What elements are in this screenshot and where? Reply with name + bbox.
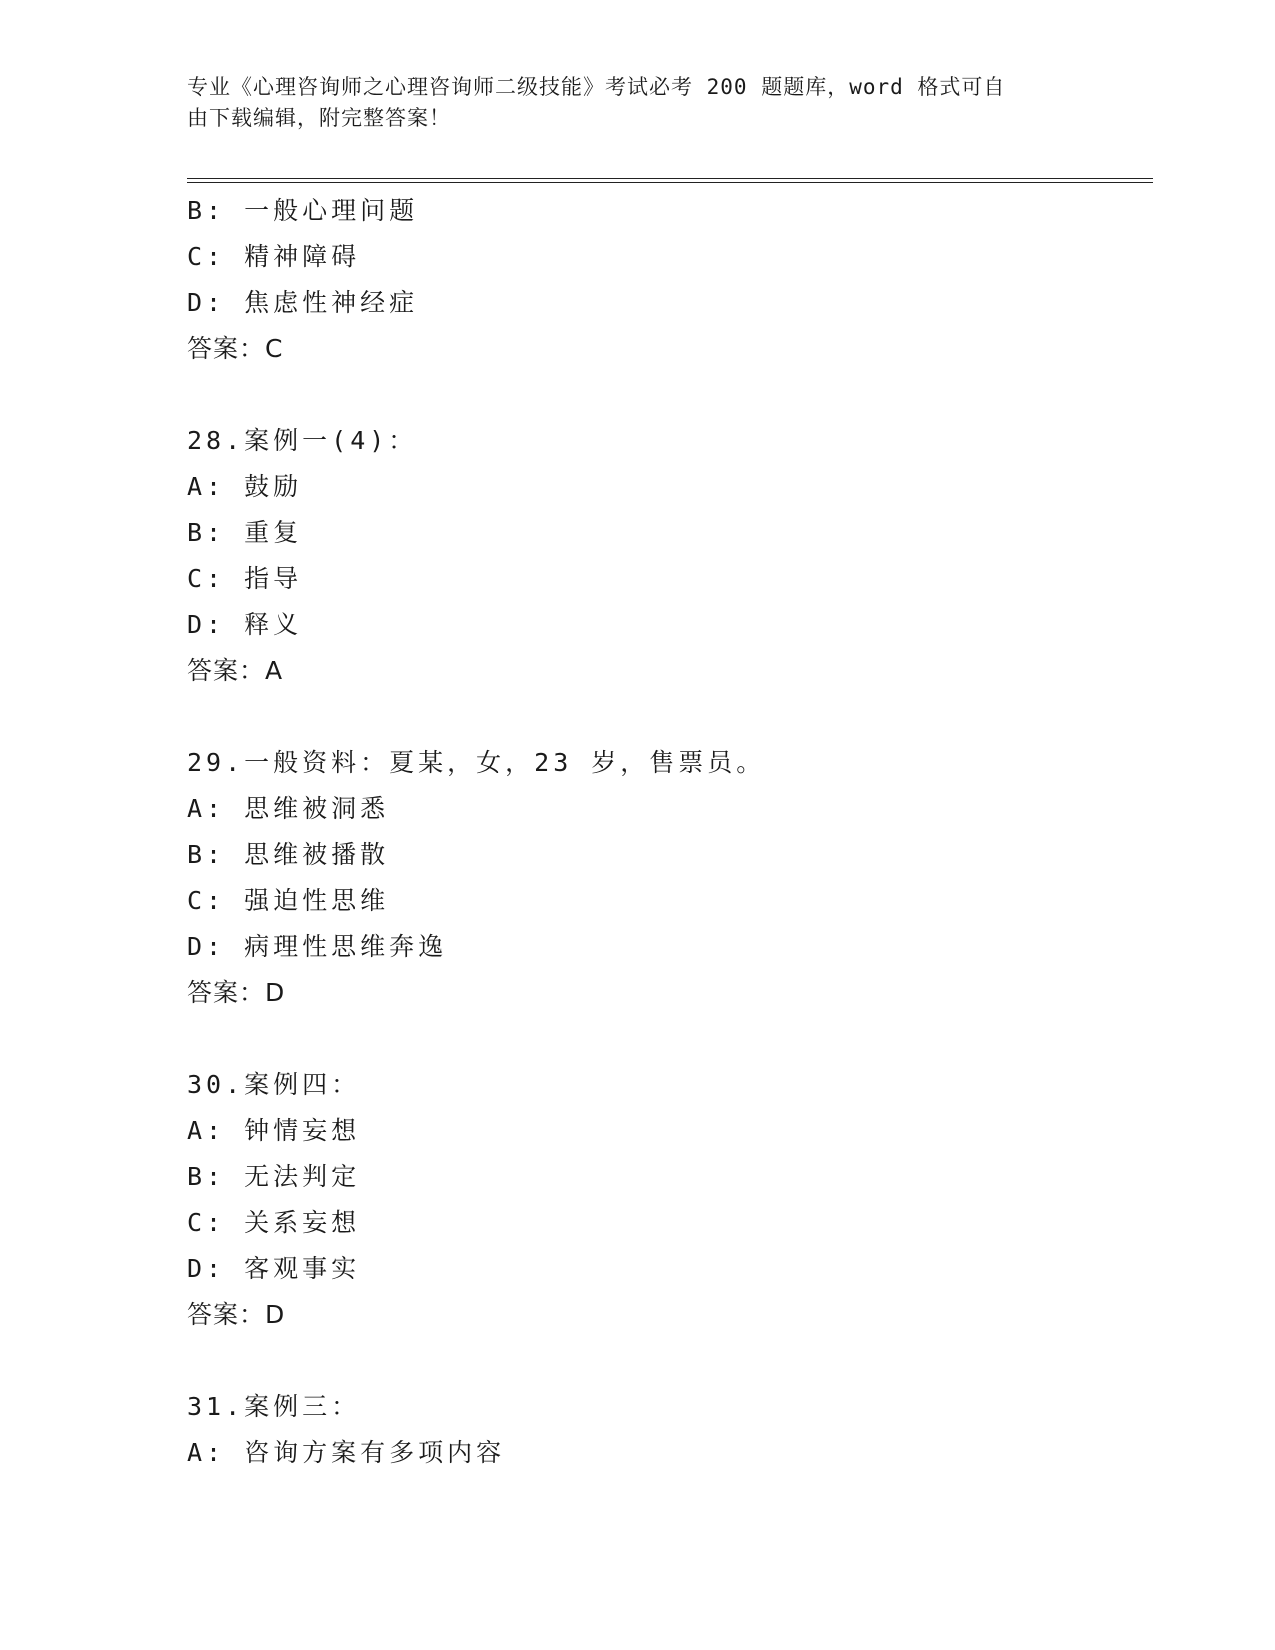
option-d: D: 客观事实 (187, 1254, 361, 1283)
option-a: A: 咨询方案有多项内容 (187, 1438, 506, 1467)
option-a: A: 鼓励 (187, 472, 303, 501)
header-line-2: 由下载编辑，附完整答案！ (187, 106, 451, 130)
answer-line: 答案：A (187, 656, 284, 685)
question-30 (187, 1062, 1153, 1338)
question-29 (187, 740, 1153, 1016)
spacer (187, 372, 1153, 418)
document-header (187, 72, 1067, 134)
carryover-question (187, 188, 1153, 372)
header-line-1: 专业《心理咨询师之心理咨询师二级技能》考试必考 200 题题库，word 格式可自 (187, 75, 1006, 99)
question-stem: 31.案例三： (187, 1392, 361, 1421)
option-a: A: 思维被洞悉 (187, 794, 390, 823)
spacer (187, 1016, 1153, 1062)
option-b: B: 无法判定 (187, 1162, 361, 1191)
option-a: A: 钟情妄想 (187, 1116, 361, 1145)
option-d: D: 病理性思维奔逸 (187, 932, 448, 961)
answer-line: 答案：D (187, 978, 286, 1007)
option-b: B: 一般心理问题 (187, 196, 419, 225)
question-28 (187, 418, 1153, 694)
question-stem: 29.一般资料：夏某，女，23 岁，售票员。 (187, 748, 766, 777)
option-b: B: 重复 (187, 518, 303, 547)
question-31 (187, 1384, 1153, 1476)
option-c: C: 关系妄想 (187, 1208, 361, 1237)
answer-line: 答案：D (187, 1300, 286, 1329)
question-stem: 30.案例四： (187, 1070, 361, 1099)
answer-line: 答案：C (187, 334, 284, 363)
option-c: C: 指导 (187, 564, 303, 593)
question-stem: 28.案例一(4)： (187, 426, 418, 455)
option-c: C: 精神障碍 (187, 242, 361, 271)
question-list (187, 188, 1153, 1476)
spacer (187, 694, 1153, 740)
spacer (187, 1338, 1153, 1384)
option-b: B: 思维被播散 (187, 840, 390, 869)
header-divider (187, 178, 1153, 183)
option-c: C: 强迫性思维 (187, 886, 390, 915)
option-d: D: 焦虑性神经症 (187, 288, 419, 317)
option-d: D: 释义 (187, 610, 303, 639)
